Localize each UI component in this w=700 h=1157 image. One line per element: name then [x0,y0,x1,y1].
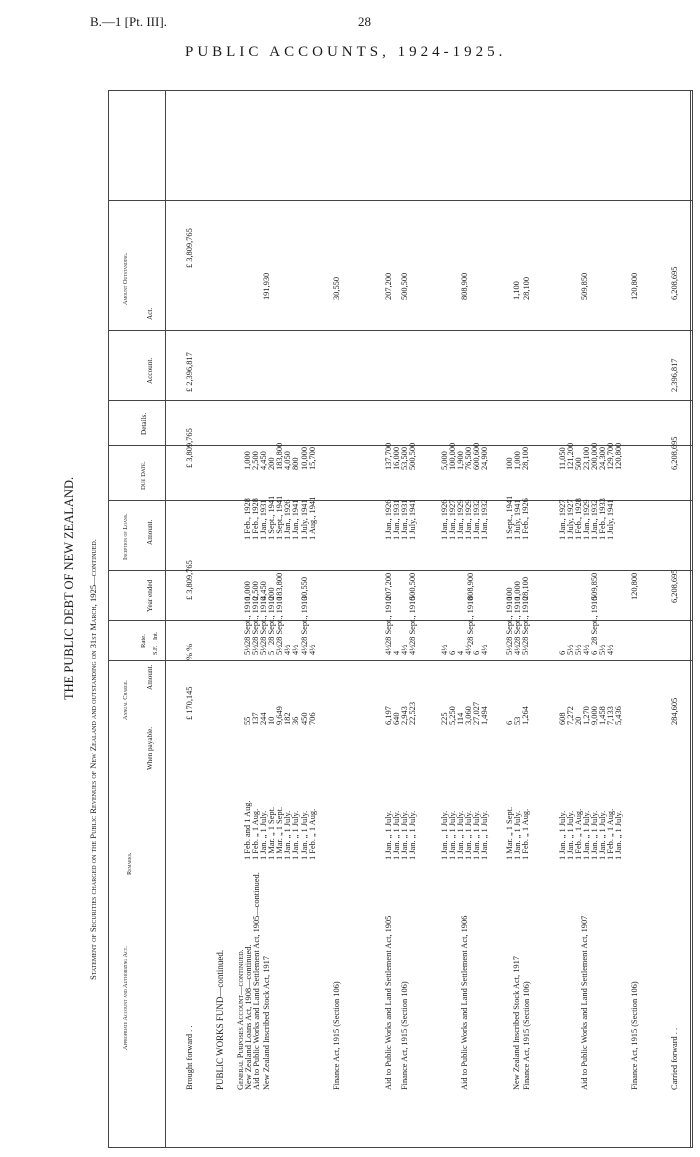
row-brought-account: £ 2,396,817 [185,352,194,392]
col-due-header: Due Date. [140,461,147,490]
table-right [692,90,693,1147]
row-aid1: Aid to Public Works and Land Settlement Act, 1905—continued. [252,872,261,1090]
rate-4: 5½ [275,644,284,655]
year-1: 28 Sept., 1910 [251,596,260,645]
inc-7: 500,500 [408,572,417,600]
row-act-3: 808,900 [460,272,469,300]
row-brought-act: £ 3,809,765 [185,228,194,268]
amount-10: 640 [392,712,401,725]
when-5: 1 Jan. „ 1 July. [283,810,292,860]
when-1: 1 Feb. „ 1 Aug. [251,808,260,860]
details-5: 4,050 [283,451,292,470]
row-label-0: Finance Act, 1915 (Section 106) [332,981,341,1090]
details-6: 800 [291,457,300,470]
due-11: 1 Jan., 1931 [400,499,409,540]
when-8: 1 Feb. „ 1 Aug. [308,808,317,860]
col-rate: Rate. [140,634,147,648]
due-15: 1 Jan., 1929 [456,499,465,540]
details-25: 23,100 [582,446,591,470]
details-1: 2,500 [251,451,260,470]
amount-22: 608 [558,712,567,725]
rate-3: 5 [267,650,276,655]
col-outstanding-header: Amount Outstanding. [122,252,129,305]
rate-18: 4½ [480,644,489,655]
when-3: 1 Mar. „ 1 Sept. [267,806,276,860]
row-carried-act: 6,208,695 [670,266,679,300]
row-label-2: Finance Act, 1915 (Section 106) [400,981,409,1090]
rate-10: 4 [392,650,401,655]
due-17: 1 Jan., 1932 [472,499,481,540]
when-9: 1 Jan. „ 1 July. [384,810,393,860]
amount-4: 9,649 [275,706,284,725]
amount-14: 5,250 [448,706,457,725]
rate-26: 6 [590,650,599,655]
year-3: 28 Sept., 1910 [267,596,276,645]
inc-11: 28,100 [521,576,530,600]
year-4: 28 Sept., 1910 [275,596,284,645]
rate-24: 5½ [574,644,583,655]
when-19: 1 Mar. „ 1 Sept. [505,806,514,860]
amount-21: 1,264 [521,706,530,725]
row-act-0: 30,550 [332,276,341,300]
due-1: 1 Feb., 1928 [251,498,260,540]
details-19: 100 [505,457,514,470]
details-15: 1,900 [456,451,465,470]
page-title: PUBLIC ACCOUNTS, 1924-1925. [185,44,507,60]
details-0: 1,000 [243,451,252,470]
col-rule-1 [108,330,693,331]
when-0: 1 Feb. and 1 Aug. [243,800,252,860]
due-13: 1 Jan., 1926 [440,499,449,540]
page-number: 28 [358,14,371,29]
row-brought-label: Brought forward . . [185,1025,194,1090]
row-carried-amount: 284,605 [670,697,679,725]
amount-18: 1,494 [480,706,489,725]
when-2: 1 Jan. „ 1 July. [259,810,268,860]
details-21: 28,100 [521,446,530,470]
when-18: 1 Jan. „ 1 July. [480,810,489,860]
row-label-5: Finance Act, 1915 (Section 106) [522,981,531,1090]
due-28: 1 July, 1941 [606,499,615,540]
due-3: 1 Sept., 1941 [267,495,276,540]
amount-11: 2,943 [400,706,409,725]
amount-17: 27,027 [472,701,481,725]
year-10: 28 Sept., 1910 [513,596,522,645]
details-13: 5,000 [440,451,449,470]
row-label-1: Aid to Public Works and Land Settlement Act, 1905 [384,915,393,1090]
rate-25: 4½ [582,644,591,655]
when-27: 1 Jan. „ 1 July. [598,810,607,860]
when-11: 1 Jan. „ 1 July. [400,810,409,860]
col-an-amount: Amount. [146,664,154,690]
amount-19: 6 [505,720,514,725]
rate-12: 4½ [408,644,417,655]
due-21: 1 Feb., 1926 [521,498,530,540]
col-act-header: Appropriate Account and Authorizing Act. [122,946,129,1050]
row-brought-inc: £ 3,809,765 [185,560,194,600]
due-10: 1 Jan., 1931 [392,499,401,540]
details-18: 24,900 [480,446,489,470]
inc-1: 2,500 [251,581,260,600]
due-27: 1 Feb., 1933 [598,498,607,540]
inc-6: 207,200 [384,572,393,600]
details-2: 4,450 [259,451,268,470]
row-act-4: 1,100 [512,281,521,300]
due-0: 1 Feb., 1928 [243,498,252,540]
amount-27: 1,458 [598,706,607,725]
amount-5: 182 [283,712,292,725]
when-6: 1 Jan. „ 1 July. [291,810,300,860]
row-carried-account: 2,396,817 [670,358,679,392]
due-8: 1 Aug., 1941 [308,496,317,540]
inc-12: 509,850 [590,572,599,600]
details-27: 24,300 [598,446,607,470]
details-20: 1,000 [513,451,522,470]
row-brought-amount: £ 170,145 [185,686,194,720]
rate-7: 4½ [300,644,309,655]
amount-7: 450 [300,712,309,725]
rate-22: 6 [558,650,567,655]
inc-4: 183,800 [275,572,284,600]
inc-8: 808,900 [466,572,475,600]
amount-0: 55 [243,716,252,725]
col-rule-0 [108,200,693,201]
when-21: 1 Feb. „ 1 Aug. [521,808,530,860]
row-brought-rate: % % [185,643,194,660]
when-12: 1 Jan. „ 1 July. [408,810,417,860]
col-rule-5 [108,570,693,571]
due-20: 1 July, 1941 [513,499,522,540]
year-7: 28 Sept., 1910 [408,596,417,645]
inc-5: 30,550 [300,576,309,600]
rate-19: 5½ [505,644,514,655]
col-rule-6 [108,620,693,621]
amount-24: 20 [574,716,583,725]
col-rule-2 [108,400,693,401]
details-10: 16,000 [392,446,401,470]
row-act-6: 509,850 [580,272,589,300]
row-label-6: Aid to Public Works and Land Settlement Act, 1907 [580,915,589,1090]
col-inception-header: Inception of Loans. [122,513,129,560]
rate-6: 4½ [291,644,300,655]
rate-9: 4½ [384,644,393,655]
due-2: 1 Jan., 1931 [259,499,268,540]
details-11: 53,500 [400,446,409,470]
col-act-sub: Act. [146,307,154,320]
col-year-ended: Year ended [146,579,154,612]
rate-0: 5½ [243,644,252,655]
rem-sep [690,90,691,1147]
year-9: 28 Sept., 1910 [505,596,514,645]
amount-2: 244 [259,712,268,725]
due-6: 1 Jan., 1941 [291,499,300,540]
when-14: 1 Jan. „ 1 July. [448,810,457,860]
col-details-sub: Details. [140,412,148,435]
due-18: 1 Jan., 1932 [480,499,489,540]
amount-8: 706 [308,712,317,725]
when-7: 1 Jan. „ 1 July. [300,810,309,860]
due-16: 1 Jan., 1929 [464,499,473,540]
amount-23: 7,272 [566,706,575,725]
details-14: 100,000 [448,442,457,470]
row-nzis: New Zealand Inscribed Stock Act, 1917 [262,956,271,1090]
rate-17: 6 [472,650,481,655]
inc-9: 100 [505,587,514,600]
rate-13: 4½ [440,644,449,655]
amount-13: 225 [440,712,449,725]
rate-21: 5½ [521,644,530,655]
amount-3: 10 [267,716,276,725]
amount-28: 7,133 [606,706,615,725]
col-remarks-header: Remarks. [126,852,133,875]
col-when: When payable. [146,726,154,770]
year-2: 28 Sept., 1910 [259,596,268,645]
rate-2: 5½ [259,644,268,655]
row-fund: PUBLIC WORKS FUND—continued. [215,949,225,1090]
amount-25: 1,270 [582,706,591,725]
amount-20: 53 [513,716,522,725]
table-top [108,90,693,91]
main-title-v: THE PUBLIC DEBT OF NEW ZEALAND. [62,476,76,700]
details-7: 10,000 [300,446,309,470]
when-10: 1 Jan. „ 1 July. [392,810,401,860]
year-0: 28 Sept., 1910 [243,596,252,645]
rate-11: 4½ [400,644,409,655]
due-14: 1 Jan., 1927 [448,499,457,540]
col-rule-7 [108,660,693,661]
inc-3: 200 [267,587,276,600]
when-17: 1 Jan. „ 1 July. [472,810,481,860]
details-9: 137,700 [384,442,393,470]
inc-2: 4,450 [259,581,268,600]
table-bottom [108,1147,693,1148]
details-24: 500 [574,457,583,470]
due-9: 1 Jan., 1926 [384,499,393,540]
when-20: 1 Jan. „ 1 July. [513,810,522,860]
rate-14: 6 [448,650,457,655]
col-sf: S.F. [152,645,159,655]
row-label-7: Finance Act, 1915 (Section 106) [630,981,639,1090]
amount-9: 6,197 [384,706,393,725]
inc-10: 1,000 [513,581,522,600]
when-26: 1 Jan. „ 1 July. [590,810,599,860]
due-4: 1 Sept., 1941 [275,495,284,540]
row-carried-inc: 6,208,695 [670,569,679,603]
col-int: Int. [152,631,159,640]
inc-13: 120,800 [630,572,639,600]
details-22: 11,050 [558,447,567,470]
row-act-5: 28,100 [522,276,531,300]
due-7: 1 July, 1941 [300,499,309,540]
when-13: 1 Jan. „ 1 July. [440,810,449,860]
table-left [108,90,109,1147]
amount-16: 3,060 [464,706,473,725]
when-15: 1 Jan. „ 1 July. [456,810,465,860]
year-12: 28 Sept., 1910 [590,596,599,645]
when-16: 1 Jan. „ 1 July. [464,810,473,860]
rate-15: 4 [456,650,465,655]
details-3: 200 [267,457,276,470]
amount-29: 5,436 [614,706,623,725]
row-act-1: 207,200 [384,272,393,300]
details-28: 129,700 [606,442,615,470]
year-11: 28 Sept., 1910 [521,596,530,645]
row-brought-details: £ 3,809,765 [185,428,194,468]
row-act-2: 500,500 [400,272,409,300]
due-25: 1 Jan., 1929 [582,499,591,540]
when-22: 1 Jan. „ 1 July. [558,810,567,860]
amount-6: 36 [291,716,300,725]
when-29: 1 Jan. „ 1 July. [614,810,623,860]
rate-27: 5½ [598,644,607,655]
col-annual-header: Annual Charge. [122,680,129,720]
when-25: 1 Jan. „ 1 July. [582,810,591,860]
amount-26: 9,000 [590,706,599,725]
due-12: 1 July, 1941 [408,499,417,540]
due-26: 1 Jan., 1932 [590,499,599,540]
due-24: 1 Feb., 1928 [574,498,583,540]
rate-23: 5½ [566,644,575,655]
col-inc-amount: Amount. [146,519,154,545]
rate-20: 4½ [513,644,522,655]
year-6: 28 Sept., 1910 [384,596,393,645]
details-12: 500,500 [408,442,417,470]
row-nzla: New Zealand Loans Act, 1908—continued. [244,944,253,1090]
row-label-4: New Zealand Inscribed Stock Act, 1917 [512,956,521,1090]
details-8: 15,700 [308,446,317,470]
details-26: 200,000 [590,442,599,470]
amount-1: 137 [251,712,260,725]
due-5: 1 Jan., 1926 [283,499,292,540]
year-5: 28 Sept., 1910 [300,596,309,645]
rate-16: 4½ [464,644,473,655]
amount-12: 22,523 [408,701,417,725]
header-sep [165,90,166,1147]
row-total1: 191,930 [262,272,271,300]
col-account-sub: Account. [146,357,154,384]
rate-28: 4½ [606,644,615,655]
when-23: 1 Jan. „ 1 July. [566,810,575,860]
rate-1: 5½ [251,644,260,655]
inc-0: 1,000 [243,581,252,600]
row-carried-details: 6,208,695 [670,436,679,470]
subtitle-v: Statement of Securities charged on the Public Revenues of New Zealand and outstanding on 31st March, 1925—continued. [88,539,98,980]
row-gp: General Purposes Account—continued. [236,949,245,1090]
details-23: 121,200 [566,442,575,470]
year-8: 28 Sept., 1910 [466,596,475,645]
when-4: 1 Mar. „ 1 Sept. [275,806,284,860]
rate-8: 4½ [308,644,317,655]
row-act-7: 120,800 [630,272,639,300]
details-16: 76,500 [464,446,473,470]
row-carried-label: Carried forward . . [670,1027,679,1090]
due-22: 1 Jan., 1927 [558,499,567,540]
details-4: 183,800 [275,442,284,470]
when-28: 1 Feb. „ 1 Aug. [606,808,615,860]
row-label-3: Aid to Public Works and Land Settlement Act, 1906 [460,915,469,1090]
due-19: 1 Sept., 1941 [505,495,514,540]
details-29: 120,800 [614,442,623,470]
details-17: 600,600 [472,442,481,470]
running-header-left: B.—1 [Pt. III]. [90,14,167,29]
due-23: 1 July, 1927 [566,499,575,540]
when-24: 1 Feb. „ 1 Aug. [574,808,583,860]
rate-5: 4½ [283,644,292,655]
amount-15: 114 [456,712,465,725]
